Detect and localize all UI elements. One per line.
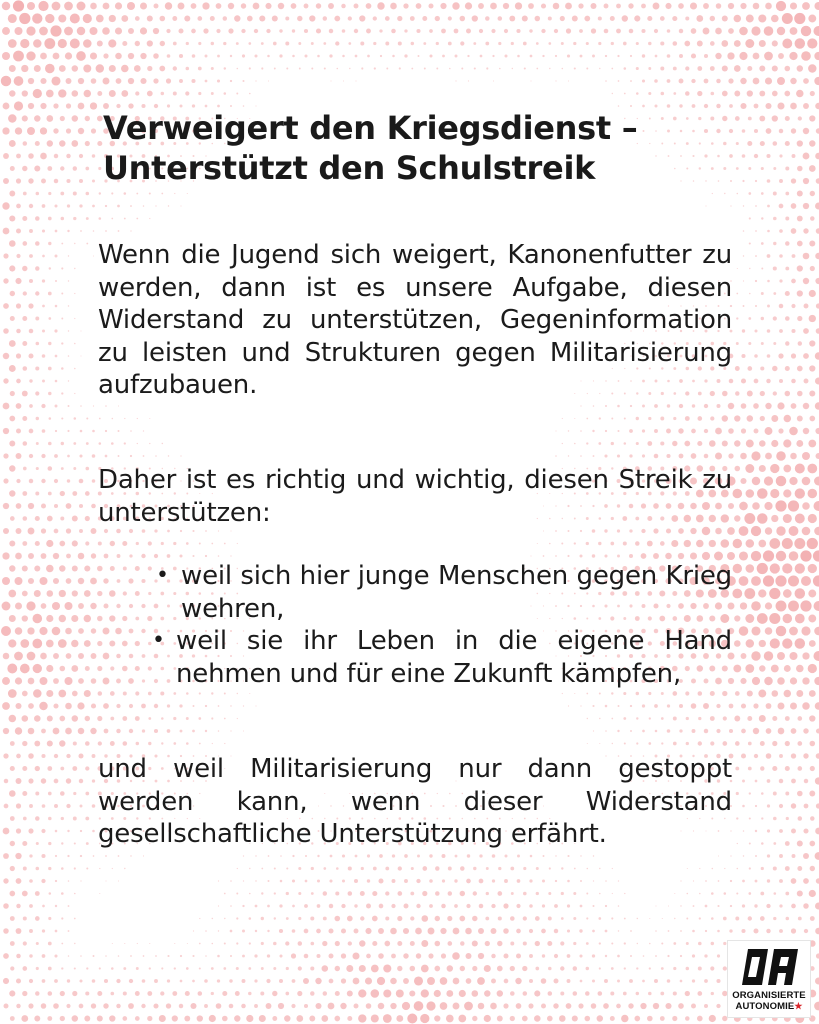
list-item-text: weil sie ihr Leben in die eigene Hand nehmen und für eine Zukunft kämpfen, [176,626,732,689]
paragraph-support: Daher ist es richtig und wichtig, diesen Streik zu unterstützen: [98,465,732,528]
bullet-icon: • [152,628,165,653]
star-icon: ★ [794,1001,803,1011]
list-item [98,625,732,690]
logo-text-line-2 [728,1001,810,1012]
logo-text-line-1: ORGANISIERTE [732,990,806,1001]
oa-logo-icon [734,945,804,989]
paragraph-intro: Wenn die Jugend sich weigert, Kanonenfutter zu werden, dann ist es unsere Aufgabe, diesen Widerstand zu unterstützen, Gegeninformation zu leisten und Strukturen gegen Militarisierung aufzubauen. [98,240,732,400]
title-line-2: Unterstützt den Schulstreik [103,149,596,187]
paragraph-conclusion: und weil Militarisierung nur dann gestoppt werden kann, wenn dieser Widerstand gesellschaftliche Unterstützung erfährt. [98,754,732,849]
title-line-1: Verweigert den Kriegsdienst – [103,109,638,147]
list-item [98,560,732,625]
organisierte-autonomie-logo [727,940,811,1018]
page-title [103,108,743,188]
list-item-text: weil sich hier junge Menschen gegen Krieg wehren, [181,561,732,624]
logo-text-autonomie: AUTONOMIE [735,1001,795,1012]
bullet-icon: • [156,563,169,588]
reasons-list [98,560,732,690]
